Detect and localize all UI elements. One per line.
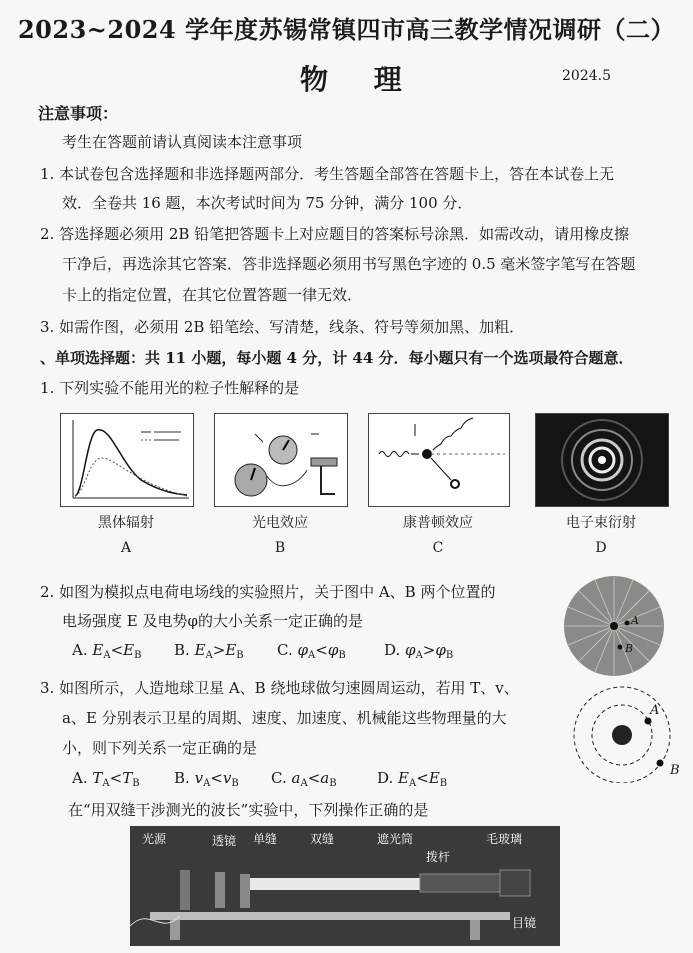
caption-b: 光电效应 xyxy=(252,515,308,531)
apparatus-label-lens: 透镜 xyxy=(212,834,237,848)
notice-item-2-line-3: 卡上的指定位置，在其它位置答题一律无效． xyxy=(62,286,363,304)
blackbody-curve-graphic xyxy=(61,414,193,506)
notice-item-1-line-1: 1. 本试卷包含选择题和非选择题两部分．考生答题全部答在答题卡上，答在本试卷上无 xyxy=(40,165,615,183)
orbit-label-b: B xyxy=(670,763,680,778)
apparatus-label-tube: 遮光筒 xyxy=(377,832,414,846)
figure-compton-effect xyxy=(368,413,510,507)
apparatus-label-lever: 拨杆 xyxy=(426,850,451,864)
figure-electron-diffraction xyxy=(535,413,669,507)
notice-item-3-line-1: 3. 如需作图，必须用 2B 铅笔绘、写清楚，线条、符号等须加黑、加粗． xyxy=(40,318,525,336)
q3-option-b: B. $v_A<v_B$ xyxy=(174,769,239,789)
double-slit-apparatus-photo xyxy=(130,826,560,946)
q3-option-a: A. $T_A<T_B$ xyxy=(72,769,140,789)
q2-option-b: B. $E_A>E_B$ xyxy=(174,641,244,661)
orbit-diagram xyxy=(560,683,690,783)
exam-date: 2024.5 xyxy=(562,68,611,84)
apparatus-label-light-source: 光源 xyxy=(142,832,167,846)
letter-d: D xyxy=(595,540,607,556)
q3-option-d: D. $E_A<E_B$ xyxy=(377,769,448,789)
field-label-a: A xyxy=(631,614,639,627)
section-heading: 、单项选择题：共 11 小题，每小题 4 分，计 44 分．每小题只有一个选项最符合题意． xyxy=(40,349,634,367)
notice-item-2-line-1: 2. 答选择题必须用 2B 铅笔把答题卡上对应题目的答案标号涂黑．如需改动，请用橡皮擦 xyxy=(40,225,630,243)
q3-stem-line-3: 小，则下列关系一定正确的是 xyxy=(62,739,258,757)
apparatus-label-double-slit: 双缝 xyxy=(310,832,335,846)
q2-option-d: D. $\varphi_A>\varphi_B$ xyxy=(384,641,454,661)
q3-option-c: C. $a_A<a_B$ xyxy=(271,769,337,789)
letter-c: C xyxy=(432,540,444,556)
figure-photoelectric-effect xyxy=(214,413,348,507)
compton-graphic xyxy=(369,414,509,506)
apparatus-label-ground-glass: 毛玻璃 xyxy=(486,832,523,846)
q2-stem-line-2: 电场强度 E 及电势φ的大小关系一定正确的是 xyxy=(62,612,363,630)
notice-item-2-line-2: 干净后，再选涂其它答案．答非选择题必须用书写黑色字迹的 0.5 毫米签字笔写在答题 xyxy=(62,255,636,273)
orbit-label-a: A xyxy=(650,703,660,718)
caption-a: 黑体辐射 xyxy=(98,515,154,531)
q4-stem: 在“用双缝干涉测光的波长”实验中，下列操作正确的是 xyxy=(68,801,429,819)
subject-title: 物 理 xyxy=(300,63,420,96)
notice-heading: 注意事项： xyxy=(38,104,119,123)
q2-stem-line-1: 2. 如图为模拟点电荷电场线的实验照片，关于图中 A、B 两个位置的 xyxy=(40,583,496,601)
photoelectric-graphic xyxy=(215,414,347,506)
q3-stem-line-2: a、E 分别表示卫星的周期、速度、加速度、机械能这些物理量的大 xyxy=(62,709,507,727)
field-lines-graphic xyxy=(563,575,665,677)
q2-option-c: C. $\varphi_A<\varphi_B$ xyxy=(277,641,346,661)
field-lines-photo xyxy=(563,575,665,677)
field-label-b: B xyxy=(625,642,634,655)
notice-intro: 考生在答题前请认真阅读本注意事项 xyxy=(62,133,303,151)
q3-stem-line-1: 3. 如图所示，人造地球卫星 A、B 绕地球做匀速圆周运动，若用 T、v、 xyxy=(40,679,519,697)
figure-blackbody-radiation xyxy=(60,413,194,507)
notice-item-1-line-2: 效．全卷共 16 题，本次考试时间为 75 分钟，满分 100 分． xyxy=(62,194,473,212)
q1-stem: 1. 下列实验不能用光的粒子性解释的是 xyxy=(40,379,300,397)
letter-b: B xyxy=(274,540,286,556)
apparatus-label-single-slit: 单缝 xyxy=(253,832,278,846)
q2-option-a: A. $E_A<E_B$ xyxy=(72,641,142,661)
caption-d: 电子束衍射 xyxy=(566,515,636,531)
diffraction-rings-graphic xyxy=(536,414,668,506)
apparatus-label-eyepiece: 目镜 xyxy=(512,916,537,930)
caption-c: 康普顿效应 xyxy=(403,515,473,531)
exam-title: 2023~2024 学年度苏锡常镇四市高三教学情况调研（二） xyxy=(17,15,676,44)
letter-a: A xyxy=(120,540,132,556)
